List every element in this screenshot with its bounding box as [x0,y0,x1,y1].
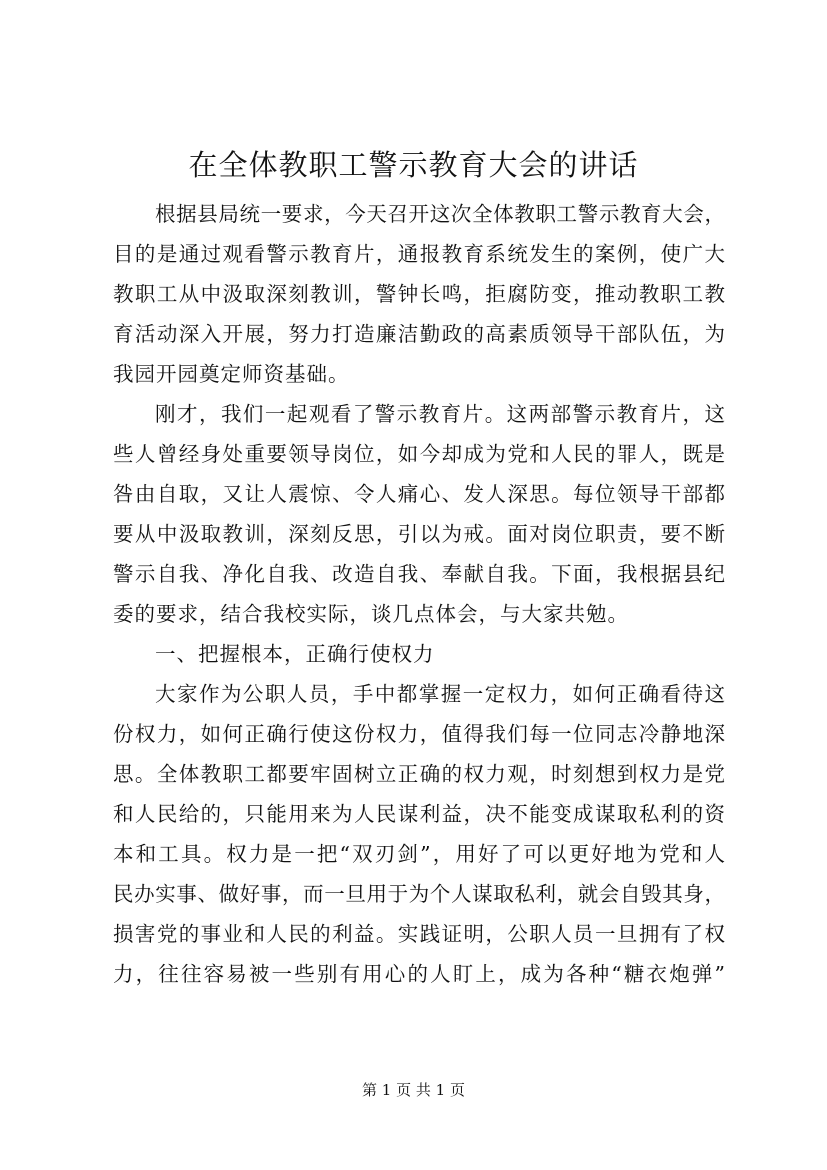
paragraph-2-line-1: 刚才，我们一起观看了警示教育片。这两部警示教育片，这 [155,402,725,426]
paragraph-3-line-4: 和人民给的，只能用来为人民谋利益，决不能变成谋取私利的资 [113,802,725,826]
paragraph-2-line-3: 咎由自取，又让人震惊、令人痛心、发人深思。每位领导干部都 [113,482,725,506]
paragraph-1-line-1: 根据县局统一要求，今天召开这次全体教职工警示教育大会， [155,202,725,226]
paragraph-2-line-5: 警示自我、净化自我、改造自我、奉献自我。下面，我根据县纪 [113,562,725,586]
paragraph-1-line-4: 育活动深入开展，努力打造廉洁勤政的高素质领导干部队伍，为 [113,322,725,346]
page-number-footer: 第 1 页 共 1 页 [362,1081,465,1099]
document-body [113,194,725,994]
paragraph-2-line-4: 要从中汲取教训，深刻反思，引以为戒。面对岗位职责，要不断 [113,522,725,546]
paragraph-3-line-5: 本和工具。权力是一把“双刃剑”，用好了可以更好地为党和人 [113,842,725,866]
paragraph-3-line-7: 损害党的事业和人民的利益。实践证明，公职人员一旦拥有了权 [113,922,725,946]
paragraph-2-line-6: 委的要求，结合我校实际，谈几点体会，与大家共勉。 [113,602,629,626]
paragraph-3-line-6: 民办实事、做好事，而一旦用于为个人谋取私利，就会自毁其身， [113,882,725,906]
paragraph-1-line-2: 目的是通过观看警示教育片，通报教育系统发生的案例，使广大 [113,242,725,266]
paragraph-1-line-3: 教职工从中汲取深刻教训，警钟长鸣，拒腐防变，推动教职工教 [113,282,725,306]
paragraph-3-line-3: 思。全体教职工都要牢固树立正确的权力观，时刻想到权力是党 [113,762,725,786]
section-heading-1: 一、把握根本，正确行使权力 [155,642,435,666]
paragraph-3-line-8: 力，往往容易被一些别有用心的人盯上，成为各种“糖衣炮弹” [113,962,725,986]
paragraph-3-line-1: 大家作为公职人员，手中都掌握一定权力，如何正确看待这 [155,682,725,706]
paragraph-2-line-2: 些人曾经身处重要领导岗位，如今却成为党和人民的罪人，既是 [113,442,725,466]
paragraph-3-line-2: 份权力，如何正确行使这份权力，值得我们每一位同志冷静地深 [113,722,725,746]
document-title: 在全体教职工警示教育大会的讲话 [188,148,639,182]
paragraph-1-line-5: 我园开园奠定师资基础。 [113,362,350,386]
